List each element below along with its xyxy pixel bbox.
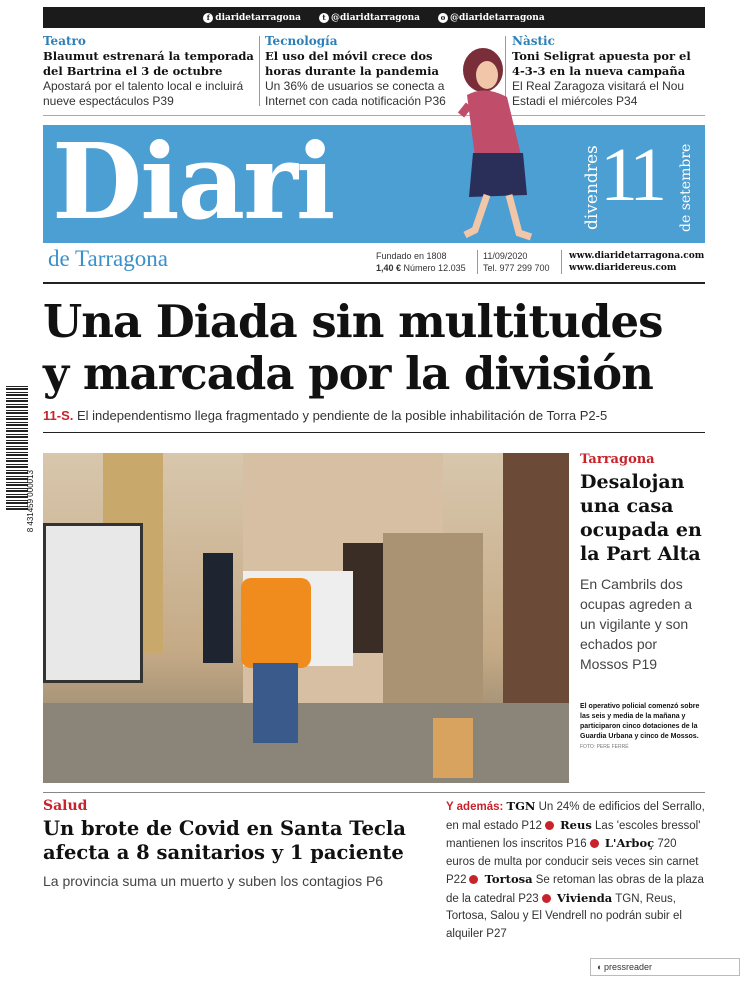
logo[interactable]: Diari <box>52 120 334 243</box>
instagram-icon: o <box>438 13 448 23</box>
founded-info: Fundado en 1808 1,40 € Número 12.035 <box>376 251 466 273</box>
also-briefs: Y además: TGN Un 24% de edificios del Serrallo, en mal estado P12 Reus Las 'escoles bressol' mantienen los inscritos P16 L'Arboç 720 euros de multa por conducir seis veces sin carnet P22 Tortosa Se retoman las obras de la plaza de la catedral P23 Vivienda TGN, Reus, Tortosa, Salou y El Vendrell no podrán subir el alquiler P27 <box>446 799 705 940</box>
story-desalojo[interactable]: Tarragona Desalojan una casa ocupada en la Part Alta En Cambrils dos ocupas agreden a un vigilante y son echados por Mossos P19 El operativo policial comenzó sobre las seis y media de la mañana y participaron cinco dotaciones de la Guardia Urbana y cinco de Mossos. FOTO: PERE FERRÉ <box>580 452 705 752</box>
pressreader-icon: ◖ <box>596 962 602 972</box>
pressreader-badge[interactable]: ◖ pressreader <box>590 958 740 976</box>
bullet-icon <box>469 875 478 884</box>
twitter-link[interactable]: t @diaridtarragona <box>319 13 420 23</box>
date-block: divendres 11 de setembre <box>582 133 694 233</box>
bullet-icon <box>542 894 551 903</box>
teaser-nastic[interactable]: Nàstic Toni Seligrat apuesta por el 4-3-3 en la nueva campaña El Real Zaragoza visitará el Nou Estadi el miércoles P34 <box>512 34 691 108</box>
photo-caption: El operativo policial comenzó sobre las seis y media de la mañana y participaron cinco dotaciones de la Guardia Urbana y cinco de Mossos. FOTO: PERE FERRÉ <box>580 703 700 750</box>
story-salud[interactable]: Salud Un brote de Covid en Santa Tecla afecta a 8 sanitarios y 1 paciente La provincia suma un muerto y suben los contagios P6 <box>43 798 406 889</box>
bullet-icon <box>545 821 554 830</box>
teaser-tecnologia[interactable]: Tecnología El uso del móvil crece dos horas durante la pandemia Un 36% de usuarios se conecta a Internet con cada notificación P36 <box>265 34 446 108</box>
woman-illustration <box>435 45 535 245</box>
barcode <box>6 385 28 510</box>
instagram-link[interactable]: o @diaridetarragona <box>438 13 545 23</box>
social-bar <box>43 7 705 28</box>
lead-headline[interactable]: Una Diada sin multitudes y marcada por la división <box>43 295 663 400</box>
lead-photo[interactable] <box>43 453 569 783</box>
lead-subhead: 11-S. El independentismo llega fragmentado y pendiente de la posible inhabilitación de Torra P2-5 <box>43 408 608 423</box>
bullet-icon <box>590 839 599 848</box>
twitter-icon: t <box>319 13 329 23</box>
divider <box>259 36 260 106</box>
facebook-link[interactable]: f diaridetarragona <box>203 13 301 23</box>
barcode-digits: 8 431459 000013 <box>26 470 35 533</box>
teaser-teatro[interactable]: Teatro Blaumut estrenará la temporada del Bartrina el 3 de octubre Apostará por el talento local e incluirá nueve espectáculos P39 <box>43 34 254 108</box>
websites: www.diaridetarragona.com www.diariderеus.com <box>569 251 705 273</box>
date-info: 11/09/2020 Tel. 977 299 700 <box>483 251 550 273</box>
facebook-icon: f <box>203 13 213 23</box>
logo-subtitle: de Tarragona <box>48 246 168 271</box>
